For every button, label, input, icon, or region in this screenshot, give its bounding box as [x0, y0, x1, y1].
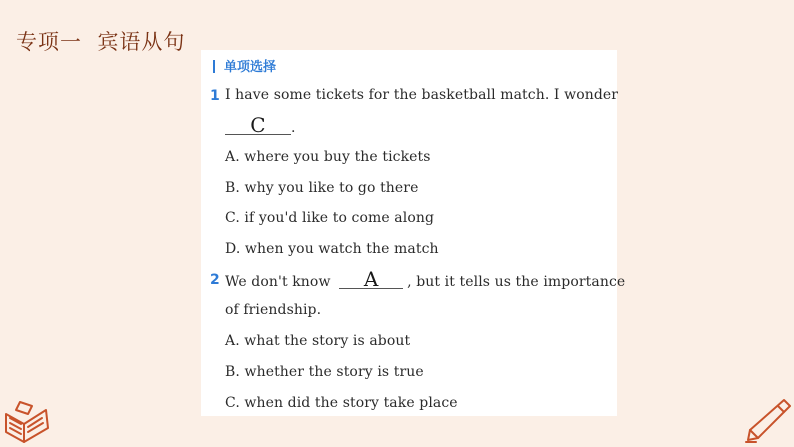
answer-2: A	[363, 267, 379, 291]
question-2-prefix: We don't know	[225, 274, 331, 290]
option-2a[interactable]: A. what the story is about	[225, 333, 411, 349]
option-2c[interactable]: C. when did the story take place	[225, 395, 458, 411]
question-2-suffix: , but it tells us the importance	[407, 274, 626, 290]
section-label: 单项选择	[224, 60, 277, 75]
question-2-text	[225, 267, 626, 291]
answer-blank-1[interactable]	[225, 113, 291, 137]
question-card	[201, 50, 626, 416]
blank-1-suffix: .	[291, 120, 296, 136]
question-2-line2: of friendship.	[225, 302, 322, 318]
option-1b[interactable]: B. why you like to go there	[225, 180, 419, 196]
pencil-icon	[742, 394, 792, 444]
answer-blank-2[interactable]	[339, 267, 403, 291]
open-book-icon	[2, 396, 52, 444]
option-1c[interactable]: C. if you'd like to come along	[225, 210, 435, 226]
question-number-2: 2	[210, 272, 220, 288]
answer-1: C	[250, 113, 266, 137]
section-header	[213, 56, 276, 75]
section-bar	[213, 60, 215, 73]
question-1-text: I have some tickets for the basketball match. I wonder	[225, 87, 619, 103]
question-1-blank-line	[225, 113, 296, 137]
page-title: 专项一 宾语从句	[16, 30, 186, 54]
option-1a[interactable]: A. where you buy the tickets	[225, 149, 431, 165]
option-1d[interactable]: D. when you watch the match	[225, 241, 439, 257]
question-number-1: 1	[210, 88, 220, 104]
option-2b[interactable]: B. whether the story is true	[225, 364, 424, 380]
